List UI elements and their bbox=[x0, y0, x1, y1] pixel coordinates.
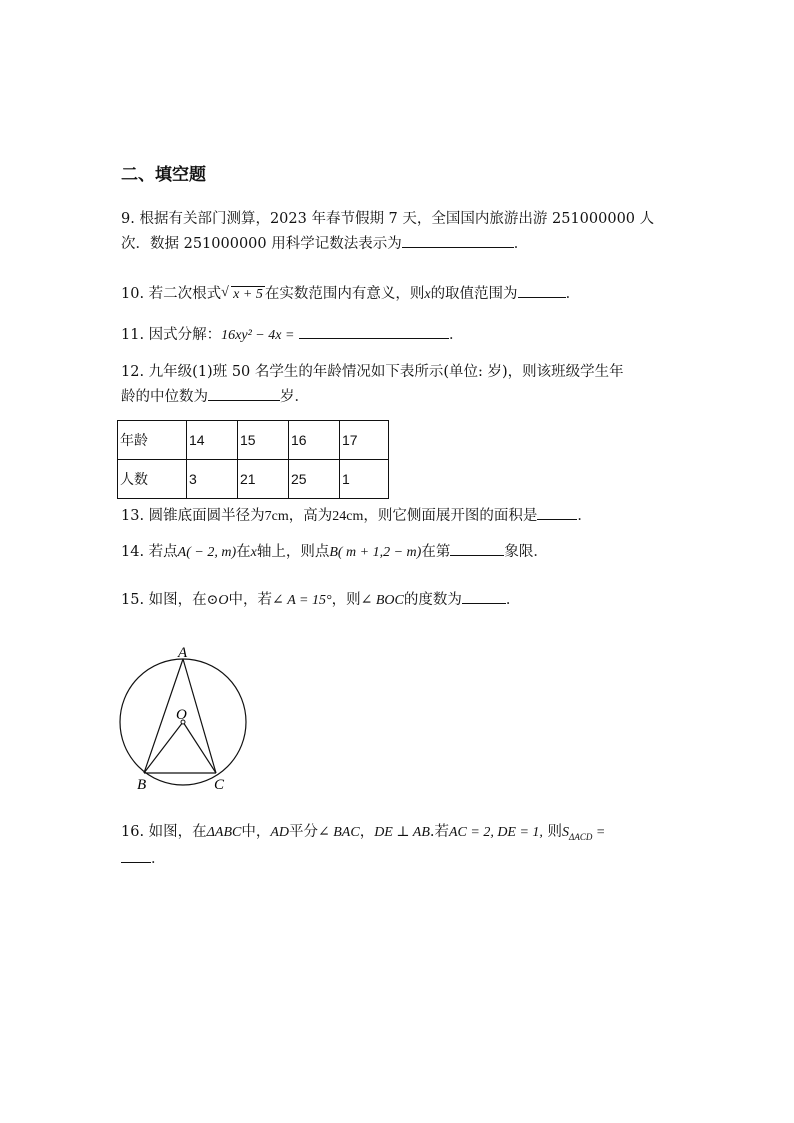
table-cell: 1 bbox=[340, 460, 389, 499]
de-perpendicular: DE ⊥ AB bbox=[374, 825, 430, 840]
triangle-abc: ΔABC bbox=[206, 825, 242, 840]
question-16-mid2: 平分 bbox=[289, 824, 319, 840]
angle-boc: ∠ BOC bbox=[360, 593, 404, 608]
question-12-text: 龄的中位数为 bbox=[121, 389, 208, 405]
variable-x: x bbox=[424, 287, 431, 302]
answer-blank[interactable] bbox=[537, 505, 577, 520]
question-9-line2 bbox=[121, 233, 528, 254]
label-a: A bbox=[178, 645, 188, 661]
table-cell: 14 bbox=[187, 421, 238, 460]
question-15-end: ． bbox=[505, 592, 521, 608]
question-13-end: ． bbox=[577, 508, 592, 524]
point-a: A( − 2, m) bbox=[177, 545, 237, 560]
question-14-mid2: 轴上，则点 bbox=[256, 544, 330, 560]
question-9-text: 次．数据 251000000 用科学记数法表示为 bbox=[121, 236, 402, 252]
factor-expression: 16xy² − 4x = bbox=[221, 328, 295, 343]
angle-bac: ∠ BAC bbox=[318, 825, 360, 840]
question-10-pre: 10. 若二次根式 bbox=[121, 286, 222, 302]
question-16-line2 bbox=[121, 848, 166, 869]
answer-blank[interactable] bbox=[121, 848, 151, 863]
answer-blank[interactable] bbox=[208, 386, 280, 401]
question-14-pre: 14. 若点 bbox=[121, 544, 178, 560]
table-cell: 年龄 bbox=[118, 421, 187, 460]
question-11-pre: 11. 因式分解： bbox=[121, 327, 222, 343]
question-16-pre: 16. 如图，在 bbox=[121, 824, 207, 840]
label-o: O bbox=[176, 707, 187, 723]
question-12-line2 bbox=[121, 386, 309, 407]
question-15-mid1: 中，若 bbox=[228, 592, 273, 608]
question-9-end: ． bbox=[513, 236, 529, 252]
height-value: 24cm bbox=[332, 509, 364, 524]
table-cell: 16 bbox=[289, 421, 340, 460]
segment-oc bbox=[183, 722, 216, 773]
question-11 bbox=[121, 324, 464, 346]
answer-blank[interactable] bbox=[518, 283, 566, 298]
section-heading: 二、填空题 bbox=[121, 165, 206, 185]
label-c: C bbox=[214, 777, 225, 793]
circle-triangle-figure bbox=[110, 640, 260, 800]
question-16-mid4: 则 bbox=[542, 824, 563, 840]
table-cell: 21 bbox=[238, 460, 289, 499]
question-11-end: ． bbox=[449, 327, 464, 343]
equals-sign: = bbox=[592, 825, 606, 840]
area-symbol: $S_{\Delta ACD}$ bbox=[562, 825, 593, 842]
question-10 bbox=[121, 283, 580, 305]
table-row bbox=[118, 421, 389, 460]
radicand: x + 5 bbox=[233, 287, 263, 302]
question-13 bbox=[121, 505, 592, 527]
question-14-end: 象限． bbox=[504, 544, 548, 560]
question-13-pre: 13. 圆锥底面圆半径为 bbox=[121, 508, 265, 524]
question-16-sep: ， bbox=[359, 824, 375, 840]
question-14-mid3: 在第 bbox=[421, 544, 451, 560]
question-9-line1: 9. 根据有关部门测算，2023 年春节假期 7 天，全国国内旅游出游 251000000 人 bbox=[121, 211, 655, 227]
area-subscript: ΔACD bbox=[569, 831, 593, 842]
question-10-end: ． bbox=[565, 286, 581, 302]
variable-x: x bbox=[250, 545, 257, 560]
question-15 bbox=[121, 589, 520, 611]
question-13-mid: ，高为 bbox=[288, 508, 333, 524]
radius-value: 7cm bbox=[264, 509, 289, 524]
question-15-post: 的度数为 bbox=[403, 592, 462, 608]
condition: AC = 2, DE = 1, bbox=[448, 825, 543, 840]
table-row bbox=[118, 460, 389, 499]
table-cell: 15 bbox=[238, 421, 289, 460]
question-13-post: ，则它侧面展开图的面积是 bbox=[363, 508, 538, 524]
sqrt-expression: √ x + 5 bbox=[221, 285, 263, 302]
question-10-mid: 在实数范围内有意义，则 bbox=[264, 286, 425, 302]
age-table bbox=[117, 420, 389, 499]
segment-ob bbox=[144, 722, 183, 773]
table-cell: 25 bbox=[289, 460, 340, 499]
circle-o: ⊙O bbox=[206, 593, 229, 608]
answer-blank[interactable] bbox=[450, 541, 504, 556]
table-cell: 人数 bbox=[118, 460, 187, 499]
question-16-line1 bbox=[121, 822, 605, 847]
question-12-line1: 12. 九年级(1)班 50 名学生的年龄情况如下表所示(单位: 岁)，则该班级学生年 bbox=[121, 364, 624, 380]
question-15-pre: 15. 如图，在 bbox=[121, 592, 207, 608]
question-12-end: 岁． bbox=[280, 389, 309, 405]
segment-ac bbox=[183, 659, 216, 773]
question-10-post: 的取值范围为 bbox=[430, 286, 518, 302]
table-cell: 3 bbox=[187, 460, 238, 499]
question-16-mid1: 中， bbox=[241, 824, 271, 840]
answer-blank[interactable] bbox=[299, 324, 449, 339]
label-b: B bbox=[137, 777, 147, 793]
table-cell: 17 bbox=[340, 421, 389, 460]
question-14 bbox=[121, 541, 548, 563]
segment-ad: AD bbox=[270, 825, 290, 840]
question-16-mid3: .若 bbox=[429, 824, 449, 840]
question-15-mid2: ，则 bbox=[331, 592, 361, 608]
angle-a: ∠ A = 15° bbox=[272, 593, 332, 608]
answer-blank[interactable] bbox=[402, 233, 514, 248]
answer-blank[interactable] bbox=[462, 589, 506, 604]
question-16-end: ． bbox=[151, 851, 166, 867]
point-b: B( m + 1,2 − m) bbox=[329, 545, 422, 560]
question-14-mid1: 在 bbox=[236, 544, 251, 560]
